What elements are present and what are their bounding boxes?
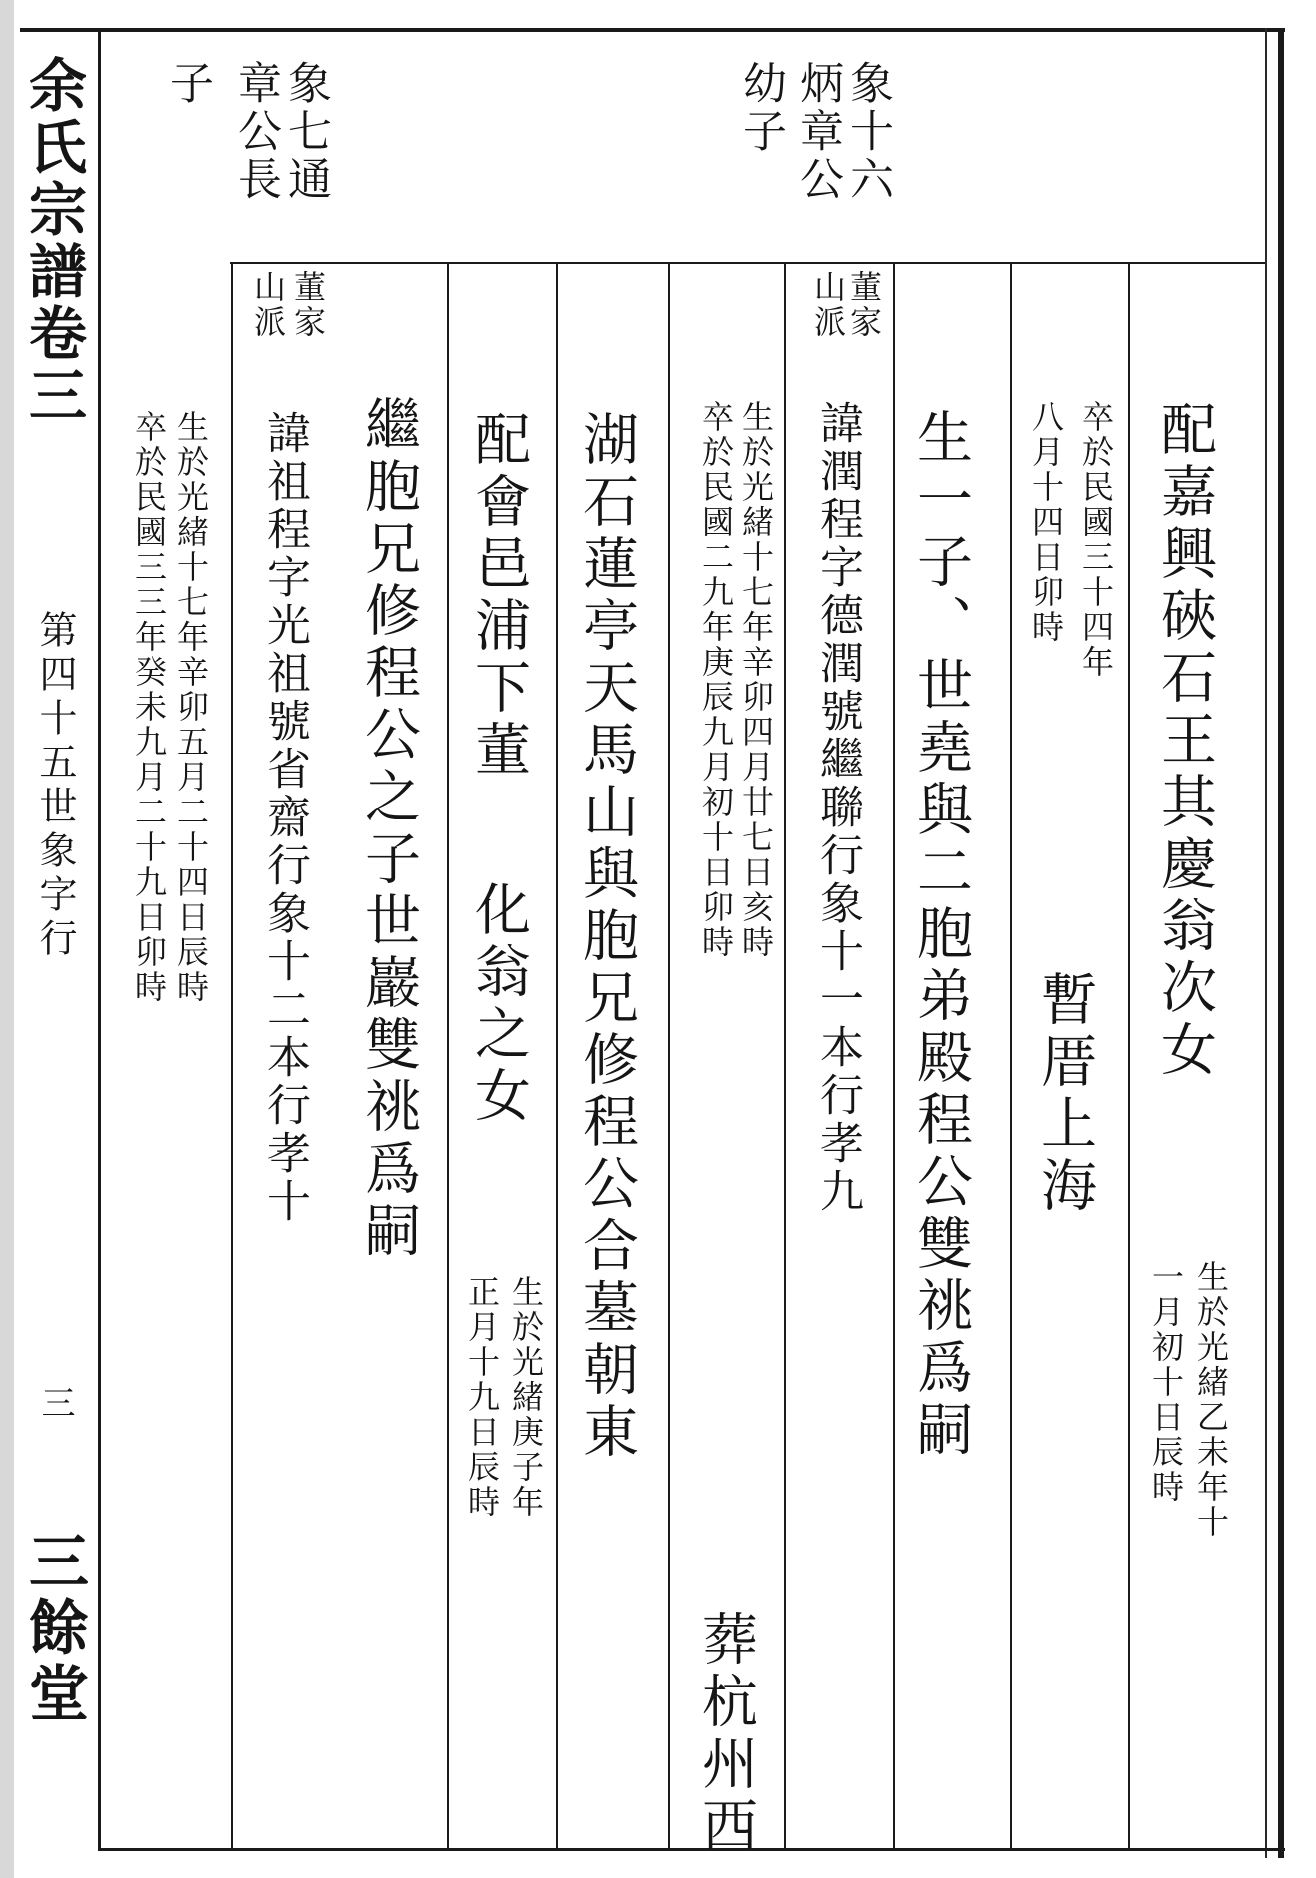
spouse-line: 配嘉興硤石王其慶翁次女 xyxy=(1152,400,1217,1082)
death-note: 卒於民國二九年庚辰九月初十日卯時 xyxy=(697,400,735,960)
name-entry: 諱潤程字德潤號繼聯行象十一本行孝九 xyxy=(812,400,863,1216)
column-divider xyxy=(1128,262,1130,1848)
son-note-line: 象十六 xyxy=(842,60,893,204)
column-divider xyxy=(556,262,558,1848)
burial-note: 湖石蓮亭天馬山與胞兄修程公合墓朝東 xyxy=(574,410,639,1464)
branch-label: 董家 xyxy=(845,270,883,340)
column-divider xyxy=(231,262,233,1848)
book-title: 余氏宗譜卷三 xyxy=(19,55,87,427)
column-divider xyxy=(1010,262,1012,1848)
page-spine-shadow xyxy=(0,0,14,1878)
column-divider xyxy=(893,262,895,1848)
register-divider xyxy=(230,262,1265,264)
death-note: 卒於民國三十四年 xyxy=(1077,400,1115,680)
name-entry: 諱祖程字光祖號省齋行象十二本行孝十 xyxy=(259,410,310,1226)
birth-note: 生於光緒庚子年 xyxy=(507,1275,545,1520)
birth-note: 正月十九日辰時 xyxy=(463,1275,501,1520)
column-divider xyxy=(668,262,670,1848)
column-divider xyxy=(784,262,786,1848)
branch-label: 山派 xyxy=(809,270,847,340)
folio-number: 三 xyxy=(35,1385,75,1419)
son-note-line: 章公長 xyxy=(230,60,281,204)
birth-note: 生於光緒十七年辛卯四月廿七日亥時 xyxy=(737,400,775,960)
right-border xyxy=(1278,28,1284,1858)
birth-note: 生於光緒乙未年十 xyxy=(1192,1260,1230,1540)
burial-note: 葬杭州西 xyxy=(693,1610,758,1858)
son-note-line: 炳章公 xyxy=(792,60,843,204)
margin-divider xyxy=(98,28,101,1848)
branch-label: 董家 xyxy=(289,270,327,340)
heir-note: 生一子、世堯與二胞弟殿程公雙祧爲嗣 xyxy=(908,408,973,1462)
son-note-line: 子 xyxy=(162,60,213,108)
bottom-border xyxy=(98,1848,1285,1851)
son-note-line: 幼子 xyxy=(735,60,786,156)
birth-note: 生於光緒十七年辛卯五月二十四日辰時 xyxy=(172,410,210,1005)
death-note: 八月十四日卯時 xyxy=(1027,400,1065,645)
column-divider xyxy=(447,262,449,1848)
spouse-line: 化翁之女 xyxy=(466,880,531,1128)
generation-label: 第四十五世象字行 xyxy=(33,610,77,962)
branch-label: 山派 xyxy=(249,270,287,340)
right-border-inner xyxy=(1265,28,1267,1858)
birth-note: 一月初十日辰時 xyxy=(1147,1260,1185,1505)
top-border xyxy=(20,28,1285,32)
death-note: 卒於民國三三年癸未九月二十九日卯時 xyxy=(130,410,168,1005)
heir-note: 繼胞兄修程公之子世巖雙祧爲嗣 xyxy=(356,395,421,1263)
son-note-line: 象七通 xyxy=(280,60,331,204)
hall-name: 三餘堂 xyxy=(19,1530,89,1728)
burial-note: 暫厝上海 xyxy=(1032,970,1097,1218)
spouse-line: 配會邑浦下董 xyxy=(466,410,531,782)
